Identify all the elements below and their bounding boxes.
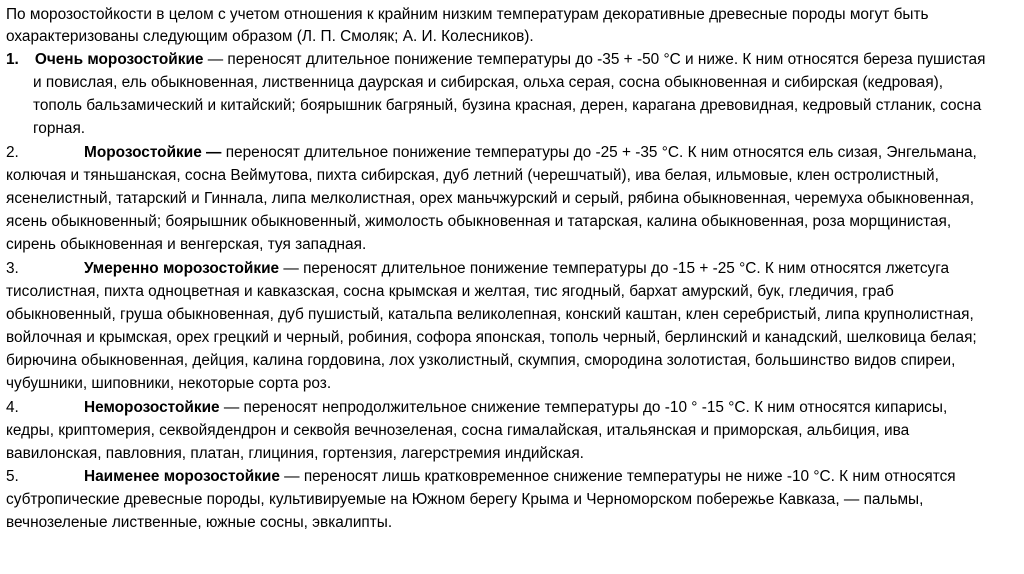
item-5-text: — переносят лишь кратковременное снижение температуры не ниже -10 °С. К ним относятся [279,468,956,485]
item-2-line-5: сирень обыкновенная и венгерская, туя западная. [6,236,367,253]
item-3-line-1 [6,258,949,280]
intro-line-2: охарактеризованы следующим образом (Л. П. Смоляк; А. И. Колесников). [6,28,534,45]
item-2-number: 2. [6,144,19,161]
item-5-number: 5. [6,468,19,485]
item-4-title: Неморозостойкие [84,399,220,416]
item-4-text: — переносят непродолжительное снижение температуры до -10 ° -15 °С. К ним относятся кипарисы, [219,399,948,416]
item-2-line-2: колючая и тяньшанская, сосна Веймутова, пихта сибирская, дуб летний (черешчатый), ива белая, ильмовые, клен остролистный, [6,167,939,184]
item-3-title: Умеренно морозостойкие [84,260,280,277]
item-1-line-4: горная. [33,120,86,137]
item-4-line-3: вавилонская, павловния, платан, глициния, гортензия, лагерстремия индийская. [6,445,584,462]
item-5-line-1 [6,466,956,488]
item-3-text: — переносят длительное понижение температуры до -15 + -25 °С. К ним относятся лжетсуга [279,260,950,277]
item-3-line-6: чубушники, шиповники, некоторые сорта роз. [6,375,332,392]
item-5-title: Наименее морозостойкие [84,468,280,485]
item-5-line-2: субтропические древесные породы, культивируемые на Южном берегу Крыма и Черноморском побережье Кавказа, — пальмы, [6,491,924,508]
item-3-line-5: бирючина обыкновенная, дейция, калина гордовина, лох узколистный, скумпия, смородина золотистая, большинство видов спиреи, [6,352,956,369]
item-2-text: переносят длительное понижение температуры до -25 + -35 °С. К ним относятся ель сизая, Энгельмана, [221,144,977,161]
item-1-line-1 [6,49,985,71]
item-4-number: 4. [6,399,19,416]
item-2-title: Морозостойкие — [84,144,222,161]
intro-line-1: По морозостойкости в целом с учетом отношения к крайним низким температурам декоративные древесные породы могут быть [6,6,929,23]
item-3-line-4: войлочная и крымская, орех грецкий и черный, робиния, софора японская, тополь черный, берлинский и канадский, шелковица белая; [6,329,977,346]
item-2-line-1 [6,142,977,164]
item-3-line-3: обыкновенный, груша обыкновенная, дуб пушистый, катальпа великолепная, конский каштан, клен серебристый, липа крупнолистная, [6,306,974,323]
item-2-line-4: ясень обыкновенный; боярышник обыкновенный, жимолость обыкновенная и татарская, калина обыкновенная, роза морщинистая, [6,213,952,230]
item-4-line-1 [6,397,947,419]
item-1-title: Очень морозостойкие [34,51,204,68]
item-4-line-2: кедры, криптомерия, секвойядендрон и секвойя вечнозеленая, сосна гималайская, итальянская и приморская, альбиция, ива [6,422,910,439]
item-3-line-2: тисолистная, пихта одноцветная и кавказская, сосна крымская и желтая, тис ягодный, бархат амурский, бук, гледичия, граб [6,283,894,300]
item-1-number: 1. [6,51,19,68]
item-2-line-3: ясенелистный, татарский и Гиннала, липа мелколистная, орех маньчжурский и серый, рябина обыкновенная, черемуха обыкновенная, [6,190,974,207]
item-5-line-3: вечнозеленые лиственные, южные сосны, эвкалипты. [6,514,393,531]
item-1-text: — переносят длительное понижение температуры до -35 + -50 °С и ниже. К ним относятся береза пушистая [203,51,986,68]
item-3-number: 3. [6,260,19,277]
item-1-line-3: тополь бальзамический и китайский; боярышник багряный, бузина красная, дерен, карагана древовидная, кедровый стланик, сосна [33,97,982,114]
item-1-line-2: и повислая, ель обыкновенная, лиственница даурская и сибирская, ольха серая, сосна обыкновенная и сибирская (кедровая), [33,74,944,91]
